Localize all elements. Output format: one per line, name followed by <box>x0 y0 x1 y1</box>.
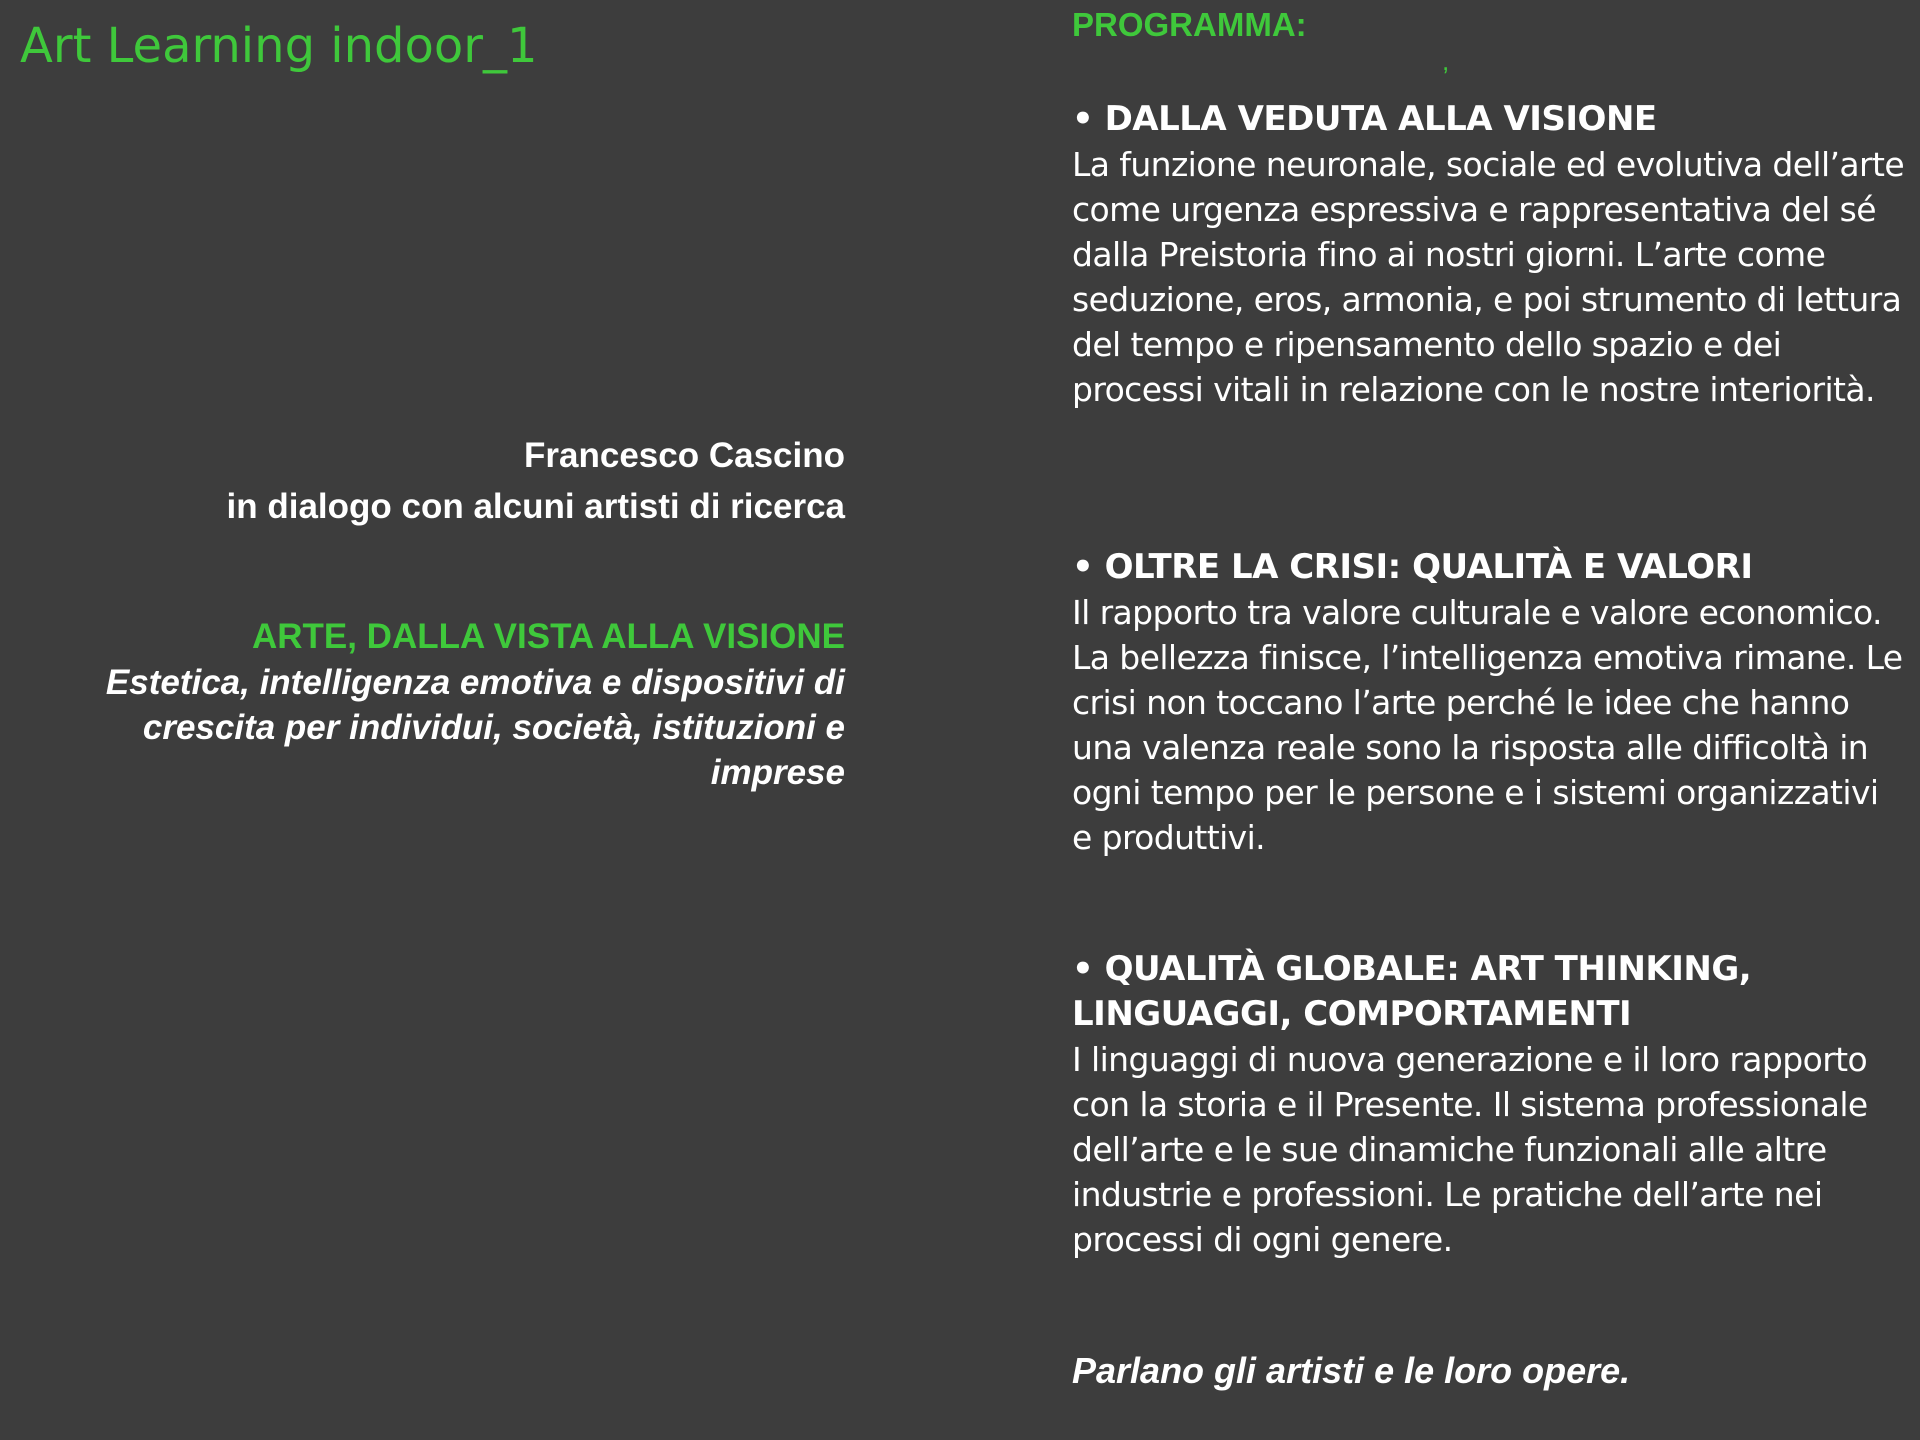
author-subtitle: in dialogo con alcuni artisti di ricerca <box>226 487 845 526</box>
program-section <box>1072 97 1907 412</box>
author-block <box>40 430 845 532</box>
author-name: Francesco Cascino <box>524 436 845 475</box>
closing-note: Parlano gli artisti e le loro opere. <box>1072 1350 1631 1391</box>
program-section <box>1072 545 1907 860</box>
theme-block <box>40 614 845 795</box>
theme-subtitle: Estetica, intelligenza emotiva e dispositivi di crescita per individui, società, istituzioni e imprese <box>105 663 845 792</box>
section-body: Il rapporto tra valore culturale e valore economico. La bellezza finisce, l’intelligenza emotiva rimane. Le crisi non toccano l’arte perché le idee che hanno una valenza reale sono la risposta alle difficoltà in ogni tempo per le persone e i sistemi organizzativi e produttivi. <box>1072 593 1903 857</box>
section-body: La funzione neuronale, sociale ed evolutiva dell’arte come urgenza espressiva e rappresentativa del sé dalla Preistoria fino ai nostri giorni. L’arte come seduzione, eros, armonia, e poi strumento di lettura del tempo e ripensamento dello spazio e dei processi vitali in relazione con le nostre interiorità. <box>1072 145 1905 409</box>
program-label: PROGRAMMA: <box>1072 6 1307 43</box>
section-heading: • DALLA VEDUTA ALLA VISIONE <box>1072 99 1657 139</box>
program-mark: , <box>1442 46 1450 76</box>
page-title: Art Learning indoor_1 <box>20 18 538 74</box>
section-heading: • QUALITÀ GLOBALE: ART THINKING, LINGUAGGI, COMPORTAMENTI <box>1072 949 1752 1034</box>
theme-title: ARTE, DALLA VISTA ALLA VISIONE <box>251 617 845 656</box>
section-body: I linguaggi di nuova generazione e il loro rapporto con la storia e il Presente. Il sistema professionale dell’arte e le sue dinamiche funzionali alle altre industrie e professioni. Le pratiche dell’arte nei processi di ogni genere. <box>1072 1040 1868 1259</box>
program-section <box>1072 947 1907 1262</box>
section-heading: • OLTRE LA CRISI: QUALITÀ E VALORI <box>1072 547 1753 587</box>
